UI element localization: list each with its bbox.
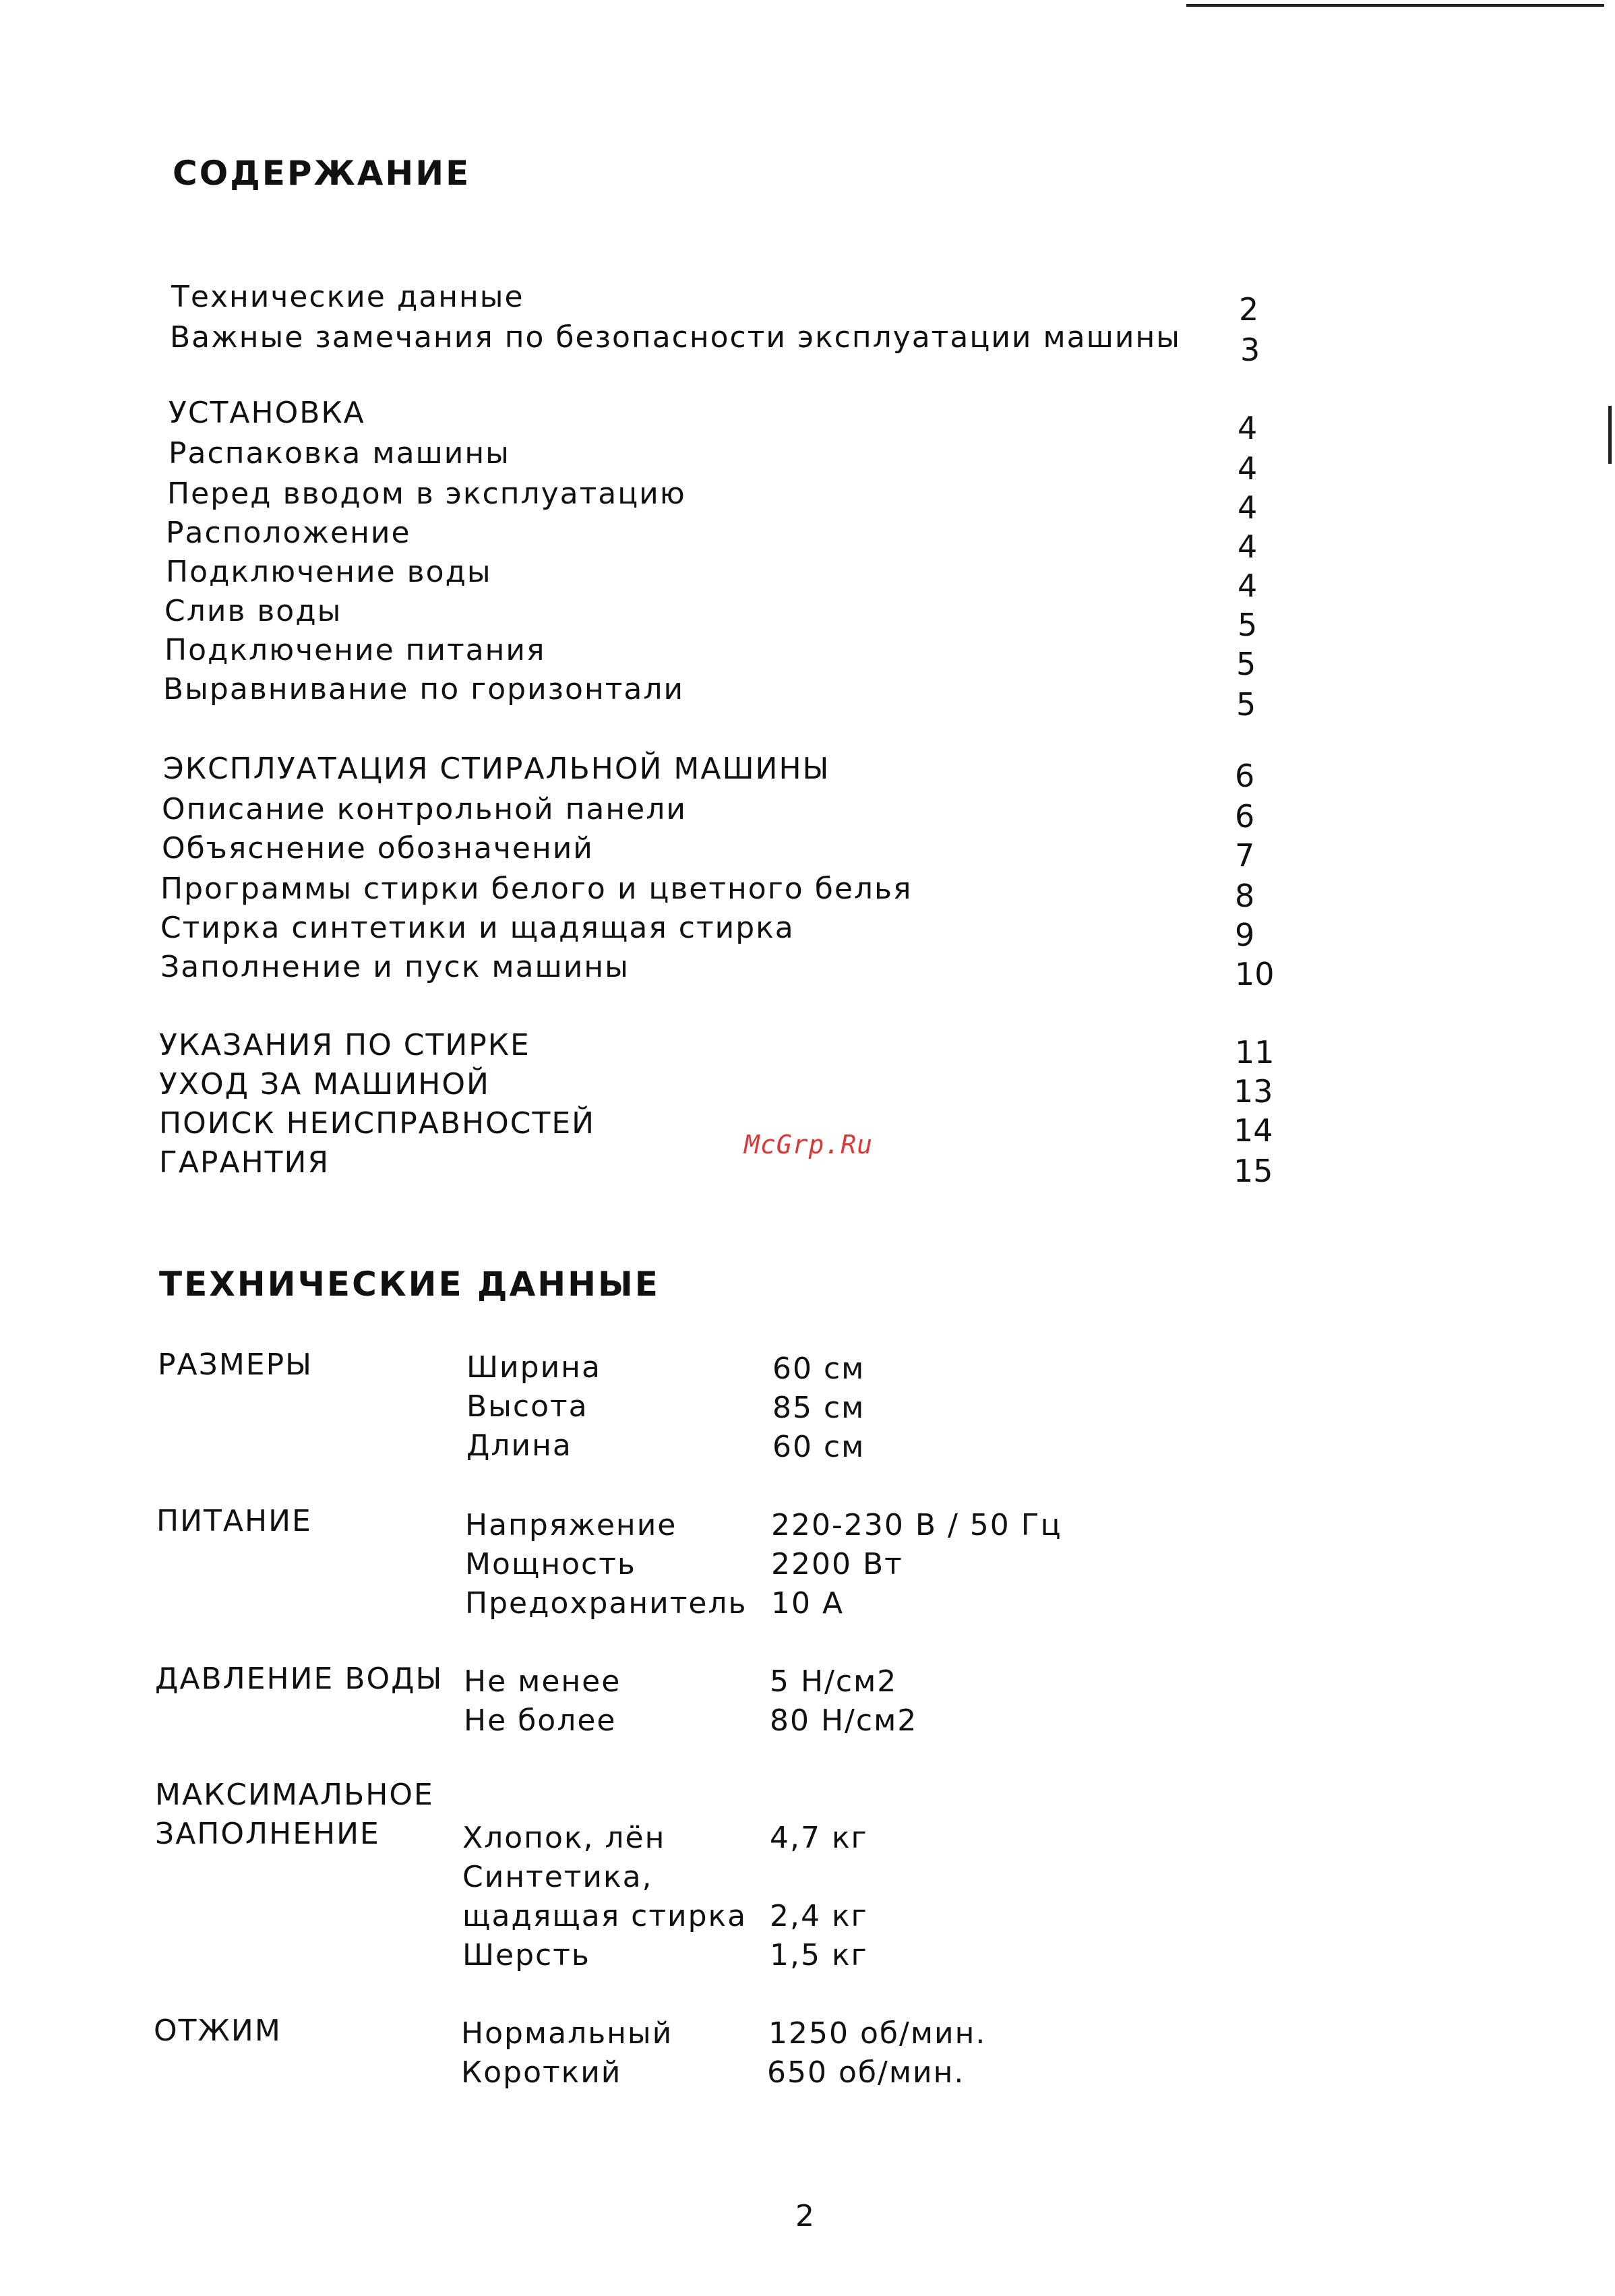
toc-item-page: 4 (1238, 568, 1258, 604)
toc-item-label: ГАРАНТИЯ (159, 1145, 330, 1180)
spec-param: Короткий (461, 2055, 622, 2090)
spec-value: 4,7 кг (770, 1821, 868, 1855)
toc-item-page: 8 (1235, 878, 1255, 914)
toc-item-page: 14 (1233, 1112, 1273, 1149)
scan-line-top (1186, 4, 1604, 7)
toc-item-page: 4 (1238, 410, 1258, 446)
toc-item-label: Расположение (166, 516, 411, 550)
spec-value: 2200 Вт (771, 1547, 903, 1581)
toc-item-page: 2 (1239, 291, 1259, 328)
spec-param: Нормальный (461, 2016, 673, 2051)
spec-value: 2,4 кг (770, 1899, 868, 1933)
toc-item-page: 7 (1235, 837, 1255, 874)
toc-item-label: Выравнивание по горизонтали (163, 672, 685, 706)
spec-category: РАЗМЕРЫ (158, 1348, 313, 1382)
spec-param: Не более (464, 1703, 617, 1738)
spec-value: 85 см (772, 1391, 865, 1425)
toc-item-label: Перед вводом в эксплуатацию (167, 477, 686, 511)
toc-item-label: Распаковка машины (169, 436, 510, 471)
spec-param: Синтетика, (462, 1860, 653, 1894)
toc-item-label: УХОД ЗА МАШИНОЙ (159, 1067, 490, 1101)
specs-title: ТЕХНИЧЕСКИЕ ДАННЫЕ (159, 1265, 660, 1304)
toc-item-label: ЭКСПЛУАТАЦИЯ СТИРАЛЬНОЙ МАШИНЫ (163, 752, 830, 786)
toc-item-label: Подключение питания (164, 633, 546, 667)
spec-category: ДАВЛЕНИЕ ВОДЫ (155, 1662, 444, 1696)
spec-value: 60 см (772, 1352, 865, 1386)
spec-param: Мощность (465, 1547, 636, 1581)
toc-item-label: Заполнение и пуск машины (160, 950, 630, 984)
toc-item-label: УКАЗАНИЯ ПО СТИРКЕ (159, 1028, 530, 1062)
toc-item-page: 5 (1236, 646, 1256, 682)
toc-item-page: 9 (1235, 917, 1255, 953)
toc-item-page: 4 (1238, 450, 1258, 487)
toc-item-page: 11 (1235, 1034, 1275, 1070)
toc-item-label: Технические данные (171, 280, 524, 314)
toc-item-label: Важные замечания по безопасности эксплуатации машины (170, 320, 1182, 355)
toc-item-page: 6 (1235, 758, 1255, 794)
toc-item-page: 4 (1238, 528, 1258, 565)
toc-item-page: 3 (1240, 332, 1260, 368)
spec-param: Ширина (466, 1350, 601, 1385)
toc-item-label: Стирка синтетики и щадящая стирка (160, 911, 795, 945)
spec-value: 1250 об/мин. (768, 2016, 987, 2051)
spec-param: Напряжение (465, 1508, 677, 1542)
spec-value: 80 Н/см2 (770, 1703, 918, 1738)
watermark: McGrp.Ru (744, 1130, 874, 1159)
spec-value: 10 А (771, 1586, 845, 1621)
toc-item-label: Программы стирки белого и цветного белья (160, 872, 913, 906)
toc-item-page: 10 (1235, 956, 1275, 992)
spec-value: 220-230 В / 50 Гц (771, 1508, 1062, 1542)
spec-param: Хлопок, лён (462, 1821, 666, 1855)
toc-item-page: 15 (1233, 1153, 1273, 1189)
spec-category: ЗАПОЛНЕНИЕ (155, 1817, 380, 1851)
toc-item-label: УСТАНОВКА (169, 396, 365, 430)
spec-category: МАКСИМАЛЬНОЕ (155, 1778, 434, 1812)
toc-item-label: Подключение воды (166, 555, 492, 589)
toc-item-label: Описание контрольной панели (162, 792, 687, 826)
page-number: 2 (795, 2199, 814, 2233)
toc-item-page: 4 (1238, 489, 1258, 526)
scan-line-right (1608, 406, 1612, 464)
toc-item-label: ПОИСК НЕИСПРАВНОСТЕЙ (159, 1106, 596, 1141)
toc-item-page: 6 (1235, 798, 1255, 835)
toc-item-label: Объяснение обозначений (162, 831, 594, 866)
spec-param: Предохранитель (465, 1586, 748, 1621)
toc-item-page: 13 (1233, 1073, 1273, 1110)
spec-param: Высота (466, 1389, 588, 1424)
toc-item-label: Слив воды (164, 594, 342, 628)
spec-value: 5 Н/см2 (770, 1664, 898, 1699)
spec-category: ОТЖИМ (154, 2014, 282, 2048)
spec-value: 650 об/мин. (767, 2055, 965, 2090)
spec-param: щадящая стирка (462, 1899, 748, 1933)
toc-item-page: 5 (1238, 607, 1258, 643)
toc-item-page: 5 (1236, 686, 1256, 723)
spec-param: Шерсть (462, 1938, 590, 1972)
spec-param: Не менее (464, 1664, 621, 1699)
spec-value: 60 см (772, 1430, 865, 1464)
toc-title: СОДЕРЖАНИЕ (173, 154, 471, 193)
spec-value: 1,5 кг (770, 1938, 868, 1972)
spec-param: Длина (466, 1428, 572, 1463)
spec-category: ПИТАНИЕ (156, 1504, 312, 1538)
